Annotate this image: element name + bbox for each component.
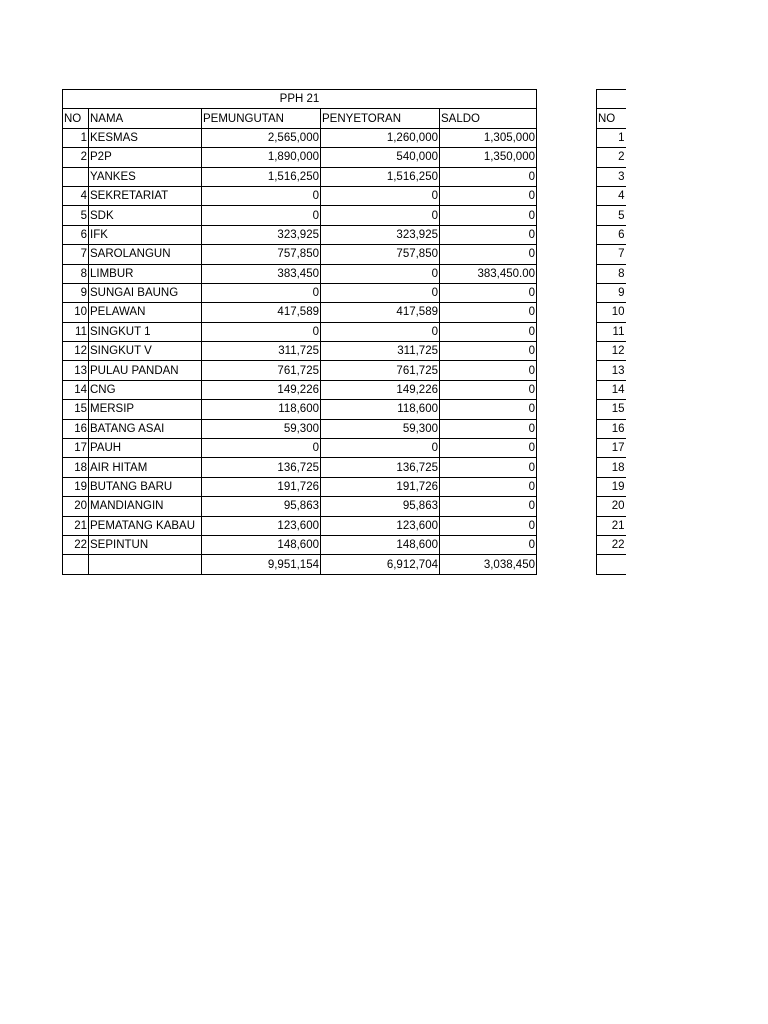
side-row-no: 1	[597, 128, 626, 147]
row-saldo: 0	[440, 361, 537, 380]
side-row-no: 4	[597, 186, 626, 205]
row-penyetoran: 148,600	[321, 535, 440, 554]
side-row-no: 14	[597, 380, 626, 399]
side-row-no: 20	[597, 497, 626, 516]
row-no: 17	[63, 439, 89, 458]
row-nama: IFK	[89, 225, 202, 244]
side-row	[597, 361, 626, 380]
side-row-no: 6	[597, 225, 626, 244]
row-nama: SINGKUT 1	[89, 322, 202, 341]
table-row	[63, 516, 537, 535]
side-row-no: 17	[597, 439, 626, 458]
row-no: 11	[63, 322, 89, 341]
row-no: 16	[63, 419, 89, 438]
row-nama: P2P	[89, 148, 202, 167]
row-saldo: 0	[440, 167, 537, 186]
row-pemungutan: 1,890,000	[202, 148, 321, 167]
side-row	[597, 535, 626, 554]
row-saldo: 0	[440, 225, 537, 244]
side-row-no: 21	[597, 516, 626, 535]
row-penyetoran: 0	[321, 439, 440, 458]
row-saldo: 0	[440, 245, 537, 264]
row-saldo: 0	[440, 186, 537, 205]
row-penyetoran: 540,000	[321, 148, 440, 167]
row-nama: SDK	[89, 206, 202, 225]
side-row-no: 12	[597, 342, 626, 361]
side-row	[597, 419, 626, 438]
totals-row	[63, 555, 537, 574]
table-row	[63, 419, 537, 438]
row-no: 9	[63, 283, 89, 302]
row-nama: MERSIP	[89, 400, 202, 419]
row-saldo: 0	[440, 206, 537, 225]
row-pemungutan: 136,725	[202, 458, 321, 477]
row-penyetoran: 118,600	[321, 400, 440, 419]
table-row	[63, 535, 537, 554]
row-saldo: 0	[440, 303, 537, 322]
table-row	[63, 186, 537, 205]
row-nama: CNG	[89, 380, 202, 399]
row-nama: PELAWAN	[89, 303, 202, 322]
header-penyetoran: PENYETORAN	[321, 109, 440, 128]
side-row	[597, 458, 626, 477]
table-row	[63, 128, 537, 147]
side-row	[597, 128, 626, 147]
side-row-no: 13	[597, 361, 626, 380]
side-row-no: 7	[597, 245, 626, 264]
side-row	[597, 264, 626, 283]
title-row	[63, 90, 537, 109]
table-row	[63, 245, 537, 264]
table-row	[63, 303, 537, 322]
row-penyetoran: 323,925	[321, 225, 440, 244]
side-table	[596, 89, 626, 575]
row-penyetoran: 1,260,000	[321, 128, 440, 147]
row-nama: SINGKUT V	[89, 342, 202, 361]
row-pemungutan: 2,565,000	[202, 128, 321, 147]
side-row	[597, 477, 626, 496]
total-penyetoran: 6,912,704	[321, 555, 440, 574]
side-row	[597, 206, 626, 225]
side-row-no: 19	[597, 477, 626, 496]
row-nama: PAUH	[89, 439, 202, 458]
row-nama: PULAU PANDAN	[89, 361, 202, 380]
table-row	[63, 380, 537, 399]
row-saldo: 0	[440, 439, 537, 458]
row-pemungutan: 761,725	[202, 361, 321, 380]
row-saldo: 1,350,000	[440, 148, 537, 167]
row-no: 5	[63, 206, 89, 225]
table-row	[63, 342, 537, 361]
row-pemungutan: 417,589	[202, 303, 321, 322]
side-row	[597, 322, 626, 341]
total-pemungutan: 9,951,154	[202, 555, 321, 574]
total-saldo: 3,038,450	[440, 555, 537, 574]
side-row-no: 8	[597, 264, 626, 283]
row-penyetoran: 417,589	[321, 303, 440, 322]
row-penyetoran: 0	[321, 186, 440, 205]
row-saldo: 0	[440, 516, 537, 535]
side-row	[597, 245, 626, 264]
side-header-row	[597, 109, 626, 128]
side-title-cell	[597, 90, 626, 109]
row-pemungutan: 0	[202, 283, 321, 302]
side-row	[597, 148, 626, 167]
row-pemungutan: 0	[202, 439, 321, 458]
row-saldo: 0	[440, 477, 537, 496]
row-pemungutan: 757,850	[202, 245, 321, 264]
row-pemungutan: 383,450	[202, 264, 321, 283]
side-row	[597, 497, 626, 516]
row-penyetoran: 757,850	[321, 245, 440, 264]
row-saldo: 0	[440, 322, 537, 341]
row-penyetoran: 0	[321, 283, 440, 302]
row-penyetoran: 761,725	[321, 361, 440, 380]
header-pemungutan: PEMUNGUTAN	[202, 109, 321, 128]
row-saldo: 0	[440, 535, 537, 554]
row-penyetoran: 191,726	[321, 477, 440, 496]
row-penyetoran: 0	[321, 264, 440, 283]
table-row	[63, 361, 537, 380]
row-nama: PEMATANG KABAU	[89, 516, 202, 535]
table-row	[63, 225, 537, 244]
side-row	[597, 225, 626, 244]
side-totals-blank	[597, 555, 626, 574]
side-row-no: 2	[597, 148, 626, 167]
side-row-no: 22	[597, 535, 626, 554]
side-row	[597, 342, 626, 361]
row-no: 8	[63, 264, 89, 283]
row-nama: MANDIANGIN	[89, 497, 202, 516]
row-nama: SAROLANGUN	[89, 245, 202, 264]
row-no: 14	[63, 380, 89, 399]
row-nama: LIMBUR	[89, 264, 202, 283]
row-penyetoran: 149,226	[321, 380, 440, 399]
side-title-row	[597, 90, 626, 109]
row-nama: SEKRETARIAT	[89, 186, 202, 205]
row-pemungutan: 118,600	[202, 400, 321, 419]
row-nama: SEPINTUN	[89, 535, 202, 554]
row-nama: AIR HITAM	[89, 458, 202, 477]
side-row-no: 15	[597, 400, 626, 419]
row-saldo: 0	[440, 458, 537, 477]
header-row	[63, 109, 537, 128]
row-saldo: 0	[440, 283, 537, 302]
side-row-no: 5	[597, 206, 626, 225]
row-no: 22	[63, 535, 89, 554]
row-nama: BATANG ASAI	[89, 419, 202, 438]
row-no: 6	[63, 225, 89, 244]
table-row	[63, 497, 537, 516]
side-row	[597, 303, 626, 322]
row-no: 1	[63, 128, 89, 147]
row-saldo: 0	[440, 419, 537, 438]
row-penyetoran: 123,600	[321, 516, 440, 535]
row-nama: BUTANG BARU	[89, 477, 202, 496]
side-row-no: 10	[597, 303, 626, 322]
table-row	[63, 167, 537, 186]
table-row	[63, 206, 537, 225]
row-pemungutan: 123,600	[202, 516, 321, 535]
totals-blank-no	[63, 555, 89, 574]
header-nama: NAMA	[89, 109, 202, 128]
row-pemungutan: 0	[202, 206, 321, 225]
side-row-no: 16	[597, 419, 626, 438]
table-row	[63, 264, 537, 283]
side-row	[597, 516, 626, 535]
table-row	[63, 148, 537, 167]
side-row-no: 11	[597, 322, 626, 341]
row-pemungutan: 59,300	[202, 419, 321, 438]
table-row	[63, 458, 537, 477]
pph21-table	[62, 89, 537, 575]
table-row	[63, 439, 537, 458]
row-pemungutan: 95,863	[202, 497, 321, 516]
row-pemungutan: 0	[202, 322, 321, 341]
row-saldo: 383,450.00	[440, 264, 537, 283]
row-saldo: 0	[440, 497, 537, 516]
table-title: PPH 21	[63, 90, 537, 109]
table-row	[63, 400, 537, 419]
row-no: 10	[63, 303, 89, 322]
row-no: 12	[63, 342, 89, 361]
row-penyetoran: 95,863	[321, 497, 440, 516]
row-pemungutan: 149,226	[202, 380, 321, 399]
side-row	[597, 186, 626, 205]
row-pemungutan: 0	[202, 186, 321, 205]
side-totals-row	[597, 555, 626, 574]
row-nama: SUNGAI BAUNG	[89, 283, 202, 302]
totals-blank-nama	[89, 555, 202, 574]
side-row	[597, 400, 626, 419]
row-no: 19	[63, 477, 89, 496]
side-row	[597, 380, 626, 399]
row-no: 7	[63, 245, 89, 264]
row-no: 13	[63, 361, 89, 380]
table-row	[63, 283, 537, 302]
side-row	[597, 439, 626, 458]
row-no: 2	[63, 148, 89, 167]
row-penyetoran: 59,300	[321, 419, 440, 438]
table-row	[63, 477, 537, 496]
header-saldo: SALDO	[440, 109, 537, 128]
table-row	[63, 322, 537, 341]
row-pemungutan: 191,726	[202, 477, 321, 496]
row-saldo: 0	[440, 380, 537, 399]
row-saldo: 0	[440, 400, 537, 419]
row-pemungutan: 323,925	[202, 225, 321, 244]
row-no: 4	[63, 186, 89, 205]
row-pemungutan: 148,600	[202, 535, 321, 554]
side-row	[597, 283, 626, 302]
side-row-no: 3	[597, 167, 626, 186]
row-nama: YANKES	[89, 167, 202, 186]
row-no: 20	[63, 497, 89, 516]
header-no: NO	[63, 109, 89, 128]
row-pemungutan: 1,516,250	[202, 167, 321, 186]
row-no: 21	[63, 516, 89, 535]
row-penyetoran: 136,725	[321, 458, 440, 477]
row-nama: KESMAS	[89, 128, 202, 147]
row-penyetoran: 0	[321, 322, 440, 341]
side-row	[597, 167, 626, 186]
side-header-no: NO	[597, 109, 626, 128]
row-no: 18	[63, 458, 89, 477]
row-no: 15	[63, 400, 89, 419]
side-row-no: 9	[597, 283, 626, 302]
row-pemungutan: 311,725	[202, 342, 321, 361]
side-row-no: 18	[597, 458, 626, 477]
row-penyetoran: 1,516,250	[321, 167, 440, 186]
row-penyetoran: 0	[321, 206, 440, 225]
row-saldo: 1,305,000	[440, 128, 537, 147]
row-no	[63, 167, 89, 186]
row-saldo: 0	[440, 342, 537, 361]
row-penyetoran: 311,725	[321, 342, 440, 361]
